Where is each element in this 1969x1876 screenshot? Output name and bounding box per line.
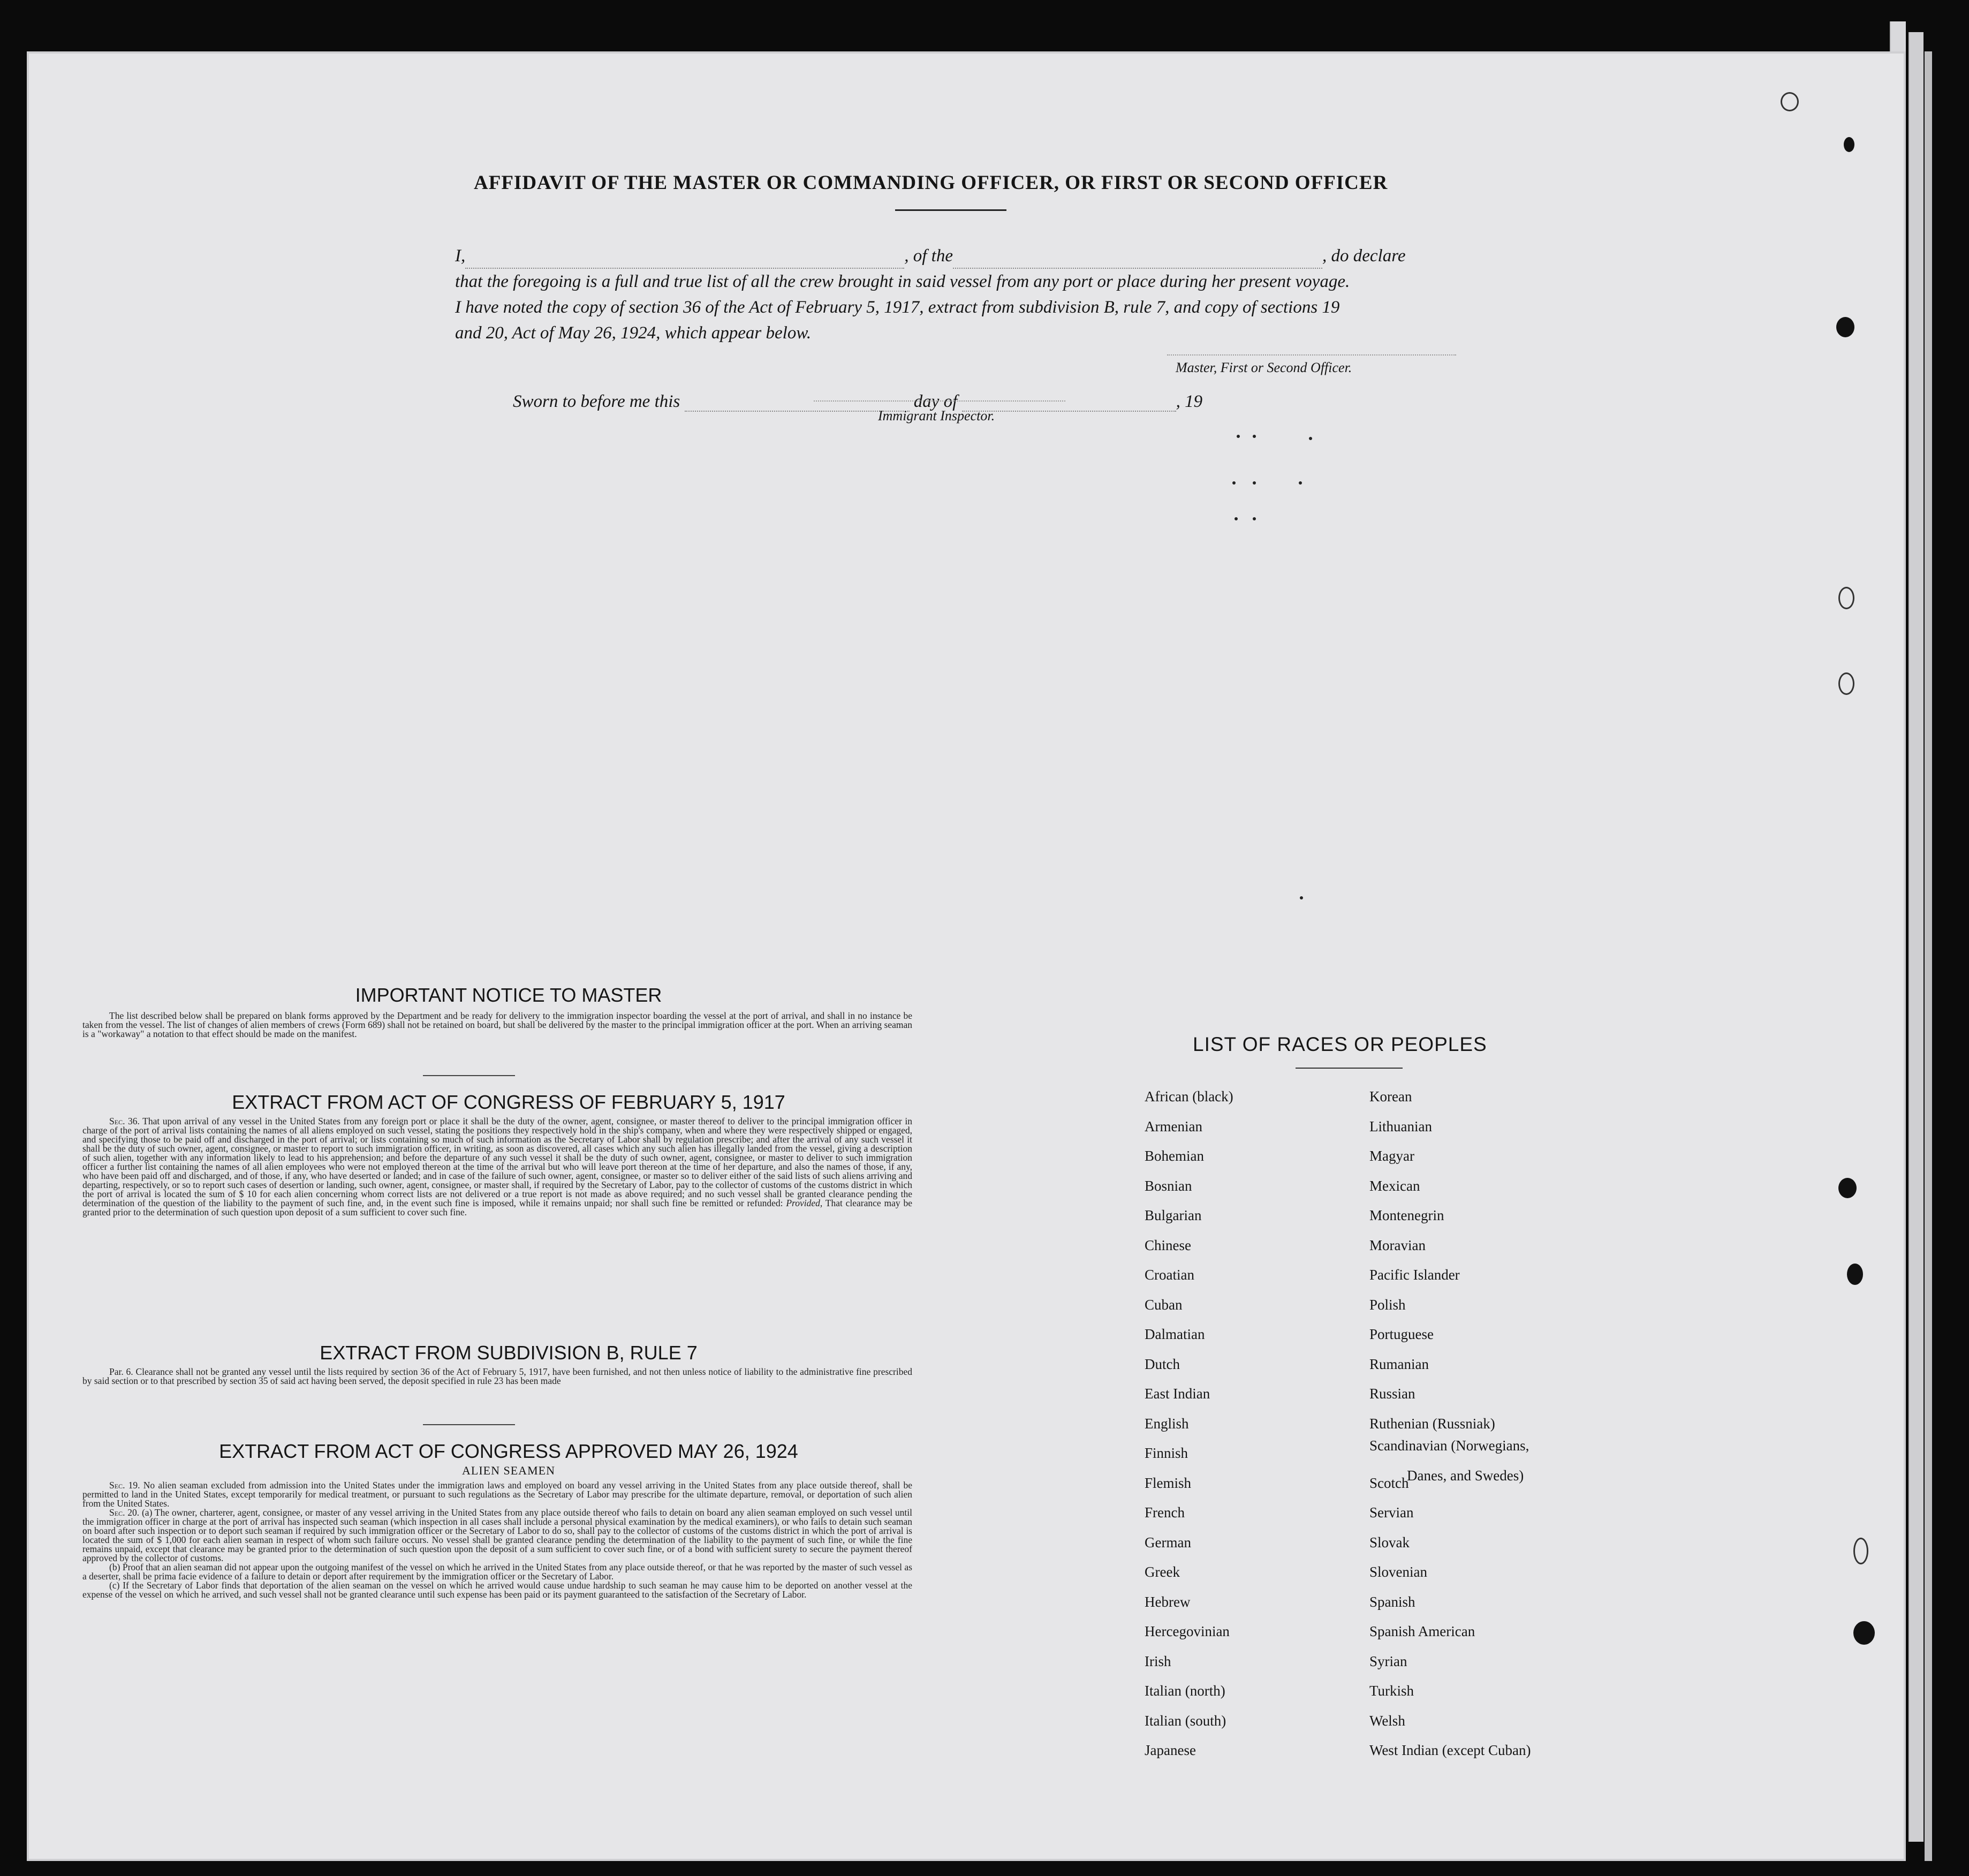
- speck-mark: [1253, 481, 1256, 485]
- page-edge: [1925, 51, 1932, 1861]
- sec-36-paragraph: [82, 1117, 912, 1217]
- affidavit-i: I,: [455, 246, 466, 266]
- inspector-signature-line[interactable]: [814, 400, 1065, 402]
- race-item: Bosnian: [1145, 1177, 1192, 1194]
- notice-paragraph: The list described below shall be prepared on blank forms approved by the Department and be ready for delivery to the immigration inspector boarding the vessel at the port of arrival, and shall in no instance be taken from the vessel. The list of changes of alien members of crews (Form 689) shall not be retained on board, but shall be delivered by the master to the principal immigration officer at the port. When an arriving seaman is a "workaway" a notation to that effect should be made on the manifest.: [82, 1010, 912, 1039]
- speck-mark: [1253, 517, 1256, 520]
- race-item: Portuguese: [1369, 1326, 1434, 1342]
- race-item: Servian: [1369, 1504, 1414, 1521]
- punch-hole-icon: [1847, 1264, 1863, 1285]
- race-item-line: Scandinavian (Norwegians,: [1369, 1438, 1529, 1454]
- affidavit-line-4: and 20, Act of May 26, 1924, which appear below.: [455, 323, 812, 343]
- race-item: Syrian: [1369, 1653, 1407, 1669]
- race-item: Armenian: [1145, 1118, 1202, 1134]
- affidavit-title: AFFIDAVIT OF THE MASTER OR COMMANDING OFFICER, OR FIRST OR SECOND OFFICER: [474, 172, 1388, 194]
- speck-mark: [1253, 435, 1256, 438]
- races-left-column: [1145, 1082, 1233, 1766]
- extract-1924-title: EXTRACT FROM ACT OF CONGRESS APPROVED MAY 26, 1924: [219, 1440, 798, 1462]
- race-item: Turkish: [1369, 1683, 1414, 1699]
- race-item: Rumanian: [1369, 1356, 1429, 1372]
- sec-19-label: Sec. 19.: [109, 1480, 140, 1491]
- race-item: Chinese: [1145, 1237, 1191, 1253]
- race-item: Russian: [1369, 1386, 1415, 1402]
- race-item: Korean: [1369, 1088, 1412, 1105]
- race-item: Italian (north): [1145, 1683, 1225, 1699]
- race-item: Japanese: [1145, 1742, 1196, 1758]
- speck-mark: [1232, 481, 1236, 485]
- speck-mark: [1299, 481, 1302, 485]
- document-page: [27, 51, 1906, 1861]
- extract-1917-body: [82, 1117, 912, 1217]
- sec-19-text: No alien seaman excluded from admission into the United States under the immigration laws and employed on board any vessel arriving in the United States from any place outside thereof, shall be permitted to land in the United States, except temporarily for medical treatment, or pursuant to such regulations as the Secretary of Labor may prescribe for the ultimate departure, removal, or deportation of such alien from the United States.: [82, 1480, 912, 1509]
- races-title: LIST OF RACES OR PEOPLES: [1193, 1033, 1487, 1055]
- master-signature-caption: Master, First or Second Officer.: [1176, 360, 1352, 375]
- title-underline: [895, 209, 1006, 211]
- race-item: Pacific Islander: [1369, 1267, 1460, 1283]
- race-item: English: [1145, 1415, 1189, 1432]
- extract-rule7-body: [82, 1367, 912, 1386]
- proviso-text: That clearance may be granted prior to the determination of such question upon deposit of a sum sufficient to cover such fine.: [82, 1198, 912, 1217]
- race-item: West Indian (except Cuban): [1369, 1742, 1531, 1758]
- notice-title: IMPORTANT NOTICE TO MASTER: [355, 984, 662, 1006]
- sec-20-label: Sec. 20.: [109, 1507, 140, 1518]
- race-item: Spanish American: [1369, 1623, 1475, 1639]
- race-item: Flemish: [1145, 1474, 1192, 1491]
- race-item: Montenegrin: [1369, 1207, 1444, 1223]
- speck-mark: [1309, 437, 1312, 440]
- race-item: Cuban: [1145, 1296, 1183, 1313]
- sec-36-text: That upon arrival of any vessel in the United States from any foreign port or place it shall be the duty of the owner, agent, consignee, or master thereof to deliver to the principal immigration officer in charge of the port of arrival lists containing the names of all aliens employed on such vessel, stating the positions they respectively hold in the ship's company, when and where they were respectively shipped or engaged, and specifying those to be paid off and discharged in the port of arrival; or lists containing so much of such information as the Secretary of Labor shall by regulation prescribe; and after the arrival of any such vessel it shall be the duty of such owner, agent, consignee, or master to report to such immigration officer, in writing, as soon as discovered, all cases which any such alien has illegally landed from the vessel, giving a description of such alien, together with any information likely to lead to his apprehension; and before the departure of any such vessel it shall be the duty of such owner, agent, consignee, or master to deliver to such immigration officer a further list containing the names of all alien employees who were not employed thereon at the time of the arrival but who will leave port thereon at the time of her departure, and also the names of those, if any, who have been paid off and discharged, and of those, if any, who have deserted or landed; and in case of the failure of such owner, agent, consignee, or master so to deliver either of the said lists of such aliens arriving and departing, respectively, or so to report such cases of desertion or landing, such owner, agent, consignee, or master shall, if required by the Secretary of Labor, pay to the collector of customs of the customs district in which the port of arrival is located the sum of $ 10 for each alien concerning whom correct lists are not delivered or a true report is not made as above required; and no such vessel shall be granted clearance pending the determination of the question of the liability to the payment of such fine, and, in the event such fine is imposed, while it remains unpaid; nor shall such fine be remitted or refunded:: [82, 1116, 912, 1208]
- speck-mark: [1235, 517, 1238, 520]
- extract-1917-title: EXTRACT FROM ACT OF CONGRESS OF FEBRUARY 5, 1917: [232, 1091, 785, 1113]
- extract-1924-subtitle: ALIEN SEAMEN: [462, 1464, 555, 1477]
- race-item: German: [1145, 1534, 1191, 1550]
- race-item: Finnish: [1145, 1445, 1188, 1461]
- sworn-day-blank[interactable]: [685, 411, 910, 412]
- race-item: Lithuanian: [1369, 1118, 1432, 1134]
- race-item: Greek: [1145, 1564, 1180, 1580]
- race-item: Hercegovinian: [1145, 1623, 1230, 1639]
- year-prefix: , 19: [1176, 392, 1203, 411]
- affidavit-do-declare: , do declare: [1322, 246, 1406, 266]
- races-right-column: [1369, 1082, 1531, 1766]
- affidavit-line-1: [455, 243, 1504, 269]
- races-title-underline: [1296, 1068, 1403, 1069]
- race-item: East Indian: [1145, 1386, 1210, 1402]
- affidavit-line-3: I have noted the copy of section 36 of the Act of February 5, 1917, extract from subdivision B, rule 7, and copy of sections 19: [455, 298, 1340, 317]
- race-item: Welsh: [1369, 1712, 1405, 1729]
- punch-hole-icon: [1781, 92, 1799, 111]
- proviso-label: Provided,: [786, 1198, 823, 1208]
- punch-hole-icon: [1838, 1178, 1857, 1198]
- master-signature-line[interactable]: [1167, 354, 1456, 355]
- punch-hole-icon: [1853, 1538, 1868, 1564]
- speck-mark: [1300, 896, 1303, 899]
- rule7-paragraph: Par. 6. Clearance shall not be granted any vessel until the lists required by section 36 of the Act of February 5, 1917, have been furnished, and not then unless notice of liability to the administrative fine prescribed by said section or to that prescribed by section 35 of said act having been served, the deposit specified in rule 23 has been made: [82, 1366, 912, 1386]
- race-item: Dutch: [1145, 1356, 1180, 1372]
- race-item: Slovak: [1369, 1534, 1410, 1550]
- race-item-continuation: Danes, and Swedes): [1407, 1467, 1524, 1484]
- inspector-signature-caption: Immigrant Inspector.: [878, 408, 995, 423]
- race-item: Mexican: [1369, 1177, 1420, 1194]
- affidavit-of-the: , of the: [904, 246, 953, 266]
- section-divider: [423, 1075, 515, 1076]
- punch-hole-icon: [1838, 587, 1854, 609]
- race-item: Scotch: [1369, 1474, 1409, 1491]
- race-item: Bohemian: [1145, 1148, 1204, 1164]
- race-item: Spanish: [1369, 1593, 1415, 1610]
- day-of-text: day of: [913, 392, 958, 411]
- race-item: Magyar: [1369, 1148, 1414, 1164]
- race-item: Italian (south): [1145, 1712, 1226, 1729]
- race-item: Croatian: [1145, 1267, 1194, 1283]
- sec-20a-text: (a) The owner, charterer, agent, consignee, or master of any vessel arriving in the United States from any place outside thereof who fails to detain on board any alien seaman employed on such vessel until the immigration officer in charge at the port of arrival has inspected such seaman (which inspection in all cases shall include a personal physical examination by the medical examiners), or who fails to detain such seaman on board after such inspection or to deport such seaman if required by such immigration officer or the Secretary of Labor to do so, shall pay to the collector of customs of the customs district in which the port of arrival is located the sum of $ 1,000 for each alien seaman in respect of whom such failure occurs. No vessel shall be granted clearance pending the determination of the liability to the payment of such fine, or while the fine remains unpaid, except that clearance may be granted prior to the determination of such question upon the deposit of a sum sufficient to cover such fine, or of a bond with sufficient surety to secure the payment thereof approved by the collector of customs.: [82, 1507, 913, 1563]
- sworn-line: [513, 392, 1202, 412]
- notice-body: [82, 1011, 912, 1039]
- race-item: Ruthenian (Russniak): [1369, 1415, 1495, 1432]
- sec-19-paragraph: [82, 1481, 912, 1508]
- sec-36-label: Sec. 36.: [109, 1116, 140, 1126]
- punch-hole-icon: [1836, 317, 1854, 337]
- race-item: African (black): [1145, 1088, 1233, 1105]
- race-item: Hebrew: [1145, 1593, 1191, 1610]
- punch-hole-icon: [1844, 137, 1854, 152]
- punch-hole-icon: [1838, 672, 1854, 695]
- race-item: Bulgarian: [1145, 1207, 1202, 1223]
- race-item: Irish: [1145, 1653, 1171, 1669]
- race-item: French: [1145, 1504, 1185, 1521]
- affidavit-line-2: that the foregoing is a full and true list of all the crew brought in said vessel from any port or place during her present voyage.: [455, 272, 1350, 291]
- extract-rule7-title: EXTRACT FROM SUBDIVISION B, RULE 7: [320, 1342, 698, 1364]
- speck-mark: [1237, 435, 1240, 438]
- punch-hole-icon: [1853, 1621, 1875, 1645]
- sec-20a-paragraph: [82, 1508, 912, 1563]
- race-item: Moravian: [1369, 1237, 1426, 1253]
- race-item: Polish: [1369, 1296, 1406, 1313]
- extract-1924-body: [82, 1481, 912, 1599]
- sec-20c-paragraph: (c) If the Secretary of Labor finds that deportation of the alien seaman on the vessel on which he arrived would cause undue hardship to such seaman he may cause him to be deported on another vessel at the expense of the vessel on which he arrived, and such vessel shall not be granted clearance until such expense has been paid or its payment guaranteed to the satisfaction of the Secretary of Labor.: [82, 1580, 912, 1600]
- race-item: Dalmatian: [1145, 1326, 1205, 1342]
- sec-20b-paragraph: (b) Proof that an alien seaman did not appear upon the outgoing manifest of the vessel on which he arrived in the United States from any place outside thereof, or that he was reported by the master of such vessel as a deserter, shall be prima facie evidence of a failure to detain or deport after requirement by the immigration officer or the Secretary of Labor.: [82, 1562, 912, 1582]
- affidavit-body: [455, 243, 1504, 346]
- section-divider: [423, 1424, 515, 1425]
- sworn-text: Sworn to before me this: [513, 392, 680, 411]
- page-edge: [1909, 32, 1923, 1842]
- race-item: Slovenian: [1369, 1564, 1427, 1580]
